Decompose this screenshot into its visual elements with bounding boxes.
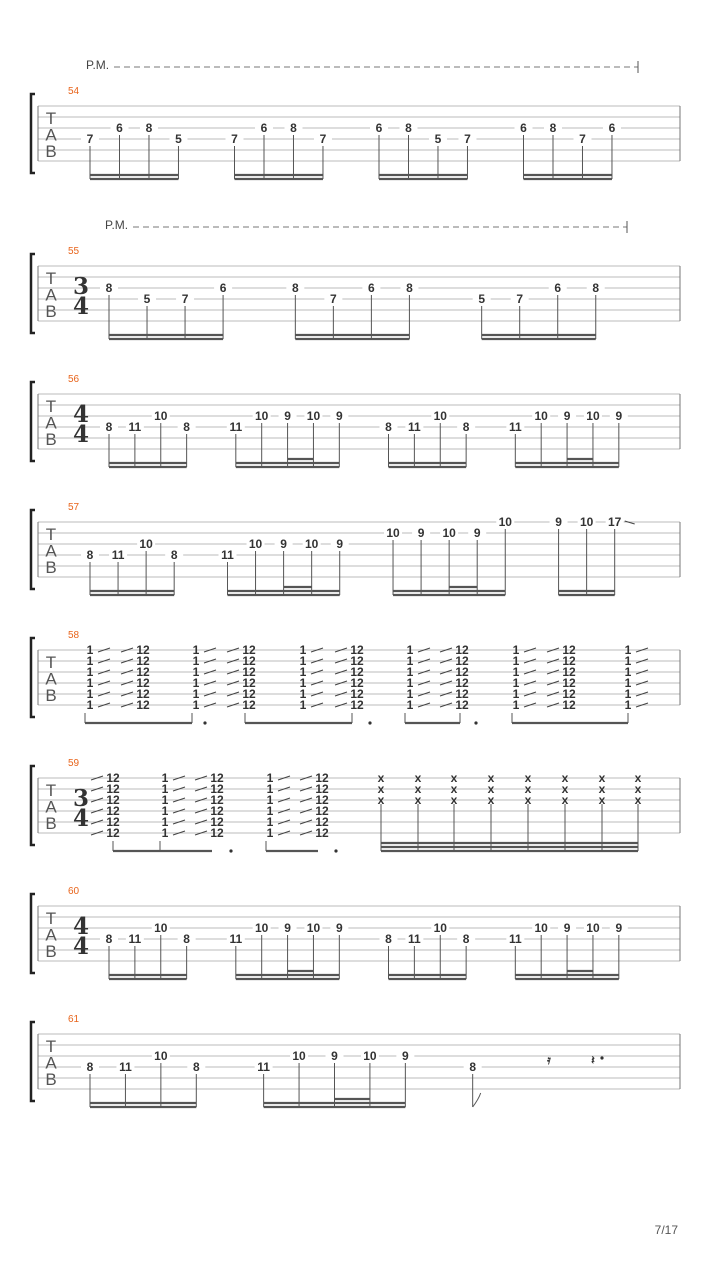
muted-note: x xyxy=(524,771,532,785)
fret-number: 9 xyxy=(402,1049,409,1063)
system-bracket xyxy=(31,894,35,973)
fret-number: 10 xyxy=(154,1049,168,1063)
fret-number: 9 xyxy=(563,409,571,423)
fret-number: 8 xyxy=(105,281,113,295)
fret-number: 6 xyxy=(368,281,375,295)
chord-fret: 1 xyxy=(161,771,169,785)
chord-fret: 1 xyxy=(86,654,94,668)
chord-fret: 1 xyxy=(624,676,632,690)
fret-number: 8 xyxy=(405,121,412,135)
chord-fret: 1 xyxy=(624,698,632,712)
fret-number: 7 xyxy=(181,292,189,306)
fret-number: 5 xyxy=(143,292,151,306)
fret-number: 10 xyxy=(534,409,548,423)
fret-number: 10 xyxy=(292,1049,306,1063)
chord-fret: 12 xyxy=(210,793,224,807)
tab-clef-letter: B xyxy=(45,430,57,449)
chord-fret: 12 xyxy=(315,815,329,829)
tab-clef-letter: T xyxy=(45,397,57,416)
fret-number: 7 xyxy=(579,132,586,146)
fret-number: 11 xyxy=(257,1060,270,1074)
muted-note: x xyxy=(414,793,422,807)
chord-fret: 12 xyxy=(315,826,329,840)
fret-number: 6 xyxy=(260,121,268,135)
fret-number: 8 xyxy=(86,548,94,562)
chord-fret: 1 xyxy=(299,643,307,657)
chord-fret: 12 xyxy=(242,698,256,712)
chord-fret: 1 xyxy=(406,654,414,668)
fret-number: 7 xyxy=(86,132,94,146)
page-number: 7/17 xyxy=(654,1223,678,1237)
fret-number: 8 xyxy=(183,420,190,434)
chord-fret: 12 xyxy=(562,654,576,668)
chord-fret: 12 xyxy=(136,643,150,657)
dot xyxy=(203,721,206,724)
fret-number: 10 xyxy=(442,526,456,540)
chord-fret: 12 xyxy=(350,676,364,690)
fret-number: 7 xyxy=(231,132,238,146)
fret-number: 10 xyxy=(304,537,319,551)
fret-number: 10 xyxy=(433,921,447,935)
fret-number: 11 xyxy=(111,548,125,562)
chord-fret: 12 xyxy=(242,665,256,679)
chord-fret: 12 xyxy=(455,654,469,668)
rests xyxy=(546,1053,603,1067)
fret-number: 8 xyxy=(183,932,190,946)
fret-number: 9 xyxy=(615,921,623,935)
chord-fret: 1 xyxy=(192,665,200,679)
tab-clef-letter: T xyxy=(45,1037,57,1056)
chord-fret: 12 xyxy=(455,698,469,712)
chord-fret: 1 xyxy=(512,665,520,679)
fret-number: 7 xyxy=(319,132,327,146)
tab-clef-letter: B xyxy=(45,558,57,577)
staff-system xyxy=(31,758,680,845)
muted-note: x xyxy=(450,782,458,796)
fret-number: 8 xyxy=(192,1060,200,1074)
palm-mute-label: P.M. xyxy=(86,58,110,72)
fret-number: 8 xyxy=(469,1060,477,1074)
chord-fret: 1 xyxy=(266,782,274,796)
fret-number: 10 xyxy=(534,921,548,935)
chord-fret: 12 xyxy=(562,665,576,679)
chord-fret: 1 xyxy=(161,793,169,807)
chord-fret: 12 xyxy=(562,698,576,712)
muted-note: x xyxy=(414,782,422,796)
fret-number: 6 xyxy=(116,121,123,135)
chord-fret: 1 xyxy=(512,654,520,668)
fret-number: 10 xyxy=(579,515,594,529)
muted-note: x xyxy=(450,771,458,785)
chord-fret: 12 xyxy=(210,826,224,840)
fret-number: 6 xyxy=(520,121,527,135)
muted-note: x xyxy=(561,771,569,785)
tab-clef-letter: T xyxy=(45,525,57,544)
measure-number: 58 xyxy=(68,630,80,641)
tab-clef-letter: T xyxy=(45,781,57,800)
fret-number: 9 xyxy=(335,409,343,423)
fret-number: 11 xyxy=(128,932,142,946)
fret-number: 8 xyxy=(291,281,299,295)
staff-system xyxy=(31,1014,680,1101)
measure-number: 54 xyxy=(68,86,80,97)
chord-fret: 1 xyxy=(624,687,632,701)
fret-number: 8 xyxy=(145,121,153,135)
chord-measure xyxy=(85,643,648,725)
chord-fret: 1 xyxy=(299,654,307,668)
dot xyxy=(600,1056,603,1059)
fret-number: 6 xyxy=(608,121,616,135)
chord-fret: 12 xyxy=(315,782,329,796)
muted-note: x xyxy=(487,793,495,807)
fret-number: 6 xyxy=(219,281,227,295)
flag xyxy=(473,1093,481,1107)
chord-fret: 12 xyxy=(562,676,576,690)
fret-number: 11 xyxy=(119,1060,132,1074)
time-signature-top: 4 xyxy=(72,401,90,428)
fret-number: 8 xyxy=(170,548,178,562)
beam-group xyxy=(464,1060,482,1107)
chord-fret: 12 xyxy=(210,815,224,829)
fret-number: 10 xyxy=(154,921,168,935)
palm-mute-marking xyxy=(86,58,638,73)
fret-number: 10 xyxy=(306,409,321,423)
system-bracket xyxy=(31,766,35,845)
muted-note: x xyxy=(487,782,495,796)
chord-fret: 12 xyxy=(136,676,150,690)
chord-fret: 12 xyxy=(210,771,224,785)
chord-fret: 1 xyxy=(192,687,200,701)
chord-fret: 1 xyxy=(266,804,274,818)
chord-fret: 1 xyxy=(161,815,169,829)
fret-number: 9 xyxy=(336,537,344,551)
fret-number: 8 xyxy=(549,121,557,135)
time-signature-bottom: 4 xyxy=(72,933,90,960)
chord-fret: 1 xyxy=(86,676,94,690)
fret-number: 5 xyxy=(478,292,486,306)
system-bracket xyxy=(31,638,35,717)
chord-fret: 1 xyxy=(406,665,414,679)
muted-note: x xyxy=(377,793,385,807)
fret-number: 5 xyxy=(434,132,442,146)
palm-mute-label: P.M. xyxy=(105,218,129,232)
chord-fret: 12 xyxy=(315,793,329,807)
chord-fret: 12 xyxy=(455,676,469,690)
fret-number: 9 xyxy=(280,537,287,551)
muted-note: x xyxy=(598,782,606,796)
dot xyxy=(229,849,232,852)
fret-number: 6 xyxy=(375,121,383,135)
muted-note: x xyxy=(634,771,642,785)
fret-number: 8 xyxy=(105,420,113,434)
staff-system xyxy=(31,886,680,973)
tab-clef-letter: A xyxy=(45,285,57,305)
fret-number: 8 xyxy=(462,932,470,946)
chord-measure xyxy=(91,771,642,853)
tab-clef-letter: T xyxy=(45,653,57,672)
tab-clef-letter: A xyxy=(45,1053,57,1073)
chord-fret: 12 xyxy=(106,782,120,796)
chord-fret: 1 xyxy=(86,687,94,701)
fret-number: 11 xyxy=(229,932,243,946)
tab-clef-letter: A xyxy=(45,925,57,945)
chord-fret: 1 xyxy=(266,793,274,807)
measure-number: 61 xyxy=(68,1014,80,1025)
system-bracket xyxy=(31,1022,35,1101)
fret-number: 8 xyxy=(290,121,297,135)
fret-number: 10 xyxy=(154,409,168,423)
chord-fret: 1 xyxy=(406,687,414,701)
muted-note: x xyxy=(561,793,569,807)
chord-fret: 12 xyxy=(242,676,256,690)
measure-number: 57 xyxy=(68,502,80,513)
chord-fret: 12 xyxy=(242,654,256,668)
fret-number: 9 xyxy=(473,526,481,540)
chord-fret: 12 xyxy=(455,687,469,701)
chord-fret: 1 xyxy=(624,654,632,668)
fret-number: 10 xyxy=(255,921,269,935)
muted-note: x xyxy=(487,771,495,785)
fret-number: 9 xyxy=(615,409,623,423)
measure-number: 56 xyxy=(68,374,80,385)
chord-fret: 1 xyxy=(266,815,274,829)
fret-number: 10 xyxy=(386,526,400,540)
chord-fret: 1 xyxy=(192,676,200,690)
chord-fret: 1 xyxy=(192,643,200,657)
chord-fret: 1 xyxy=(192,654,200,668)
tab-clef-letter: B xyxy=(45,1070,57,1089)
tab-clef-letter: A xyxy=(45,413,57,433)
chord-fret: 1 xyxy=(86,665,94,679)
rest-quarter: 𝄽 xyxy=(591,1053,595,1067)
chord-fret: 1 xyxy=(512,698,520,712)
dot xyxy=(474,721,477,724)
chord-fret: 12 xyxy=(350,687,364,701)
fret-number: 9 xyxy=(284,409,291,423)
tab-clef-letter: B xyxy=(45,814,57,833)
chord-fret: 1 xyxy=(161,782,169,796)
time-signature-bottom: 4 xyxy=(72,805,90,832)
fret-number: 11 xyxy=(221,548,234,562)
fret-number: 11 xyxy=(128,420,142,434)
fret-number: 10 xyxy=(586,921,600,935)
fret-number: 8 xyxy=(86,1060,94,1074)
chord-fret: 12 xyxy=(106,826,120,840)
fret-number: 10 xyxy=(498,515,512,529)
chord-fret: 1 xyxy=(299,687,307,701)
chord-fret: 12 xyxy=(455,643,469,657)
fret-number: 10 xyxy=(255,409,269,423)
chord-fret: 1 xyxy=(512,676,520,690)
muted-note: x xyxy=(414,771,422,785)
fret-number: 9 xyxy=(417,526,425,540)
chord-fret: 12 xyxy=(210,804,224,818)
fret-number: 7 xyxy=(516,292,524,306)
fret-number: 10 xyxy=(306,921,321,935)
chord-fret: 12 xyxy=(562,687,576,701)
palm-mute-marking xyxy=(105,218,627,233)
fret-number: 9 xyxy=(335,921,343,935)
measure-number: 60 xyxy=(68,886,80,897)
chord-fret: 1 xyxy=(161,804,169,818)
tab-clef-letter: B xyxy=(45,686,57,705)
chord-fret: 12 xyxy=(106,771,120,785)
chord-fret: 12 xyxy=(106,815,120,829)
tab-clef-letter: B xyxy=(45,142,57,161)
chord-fret: 1 xyxy=(406,643,414,657)
fret-number: 9 xyxy=(331,1049,338,1063)
tab-clef-letter: A xyxy=(45,797,57,817)
fret-number: 8 xyxy=(592,281,600,295)
staff-system xyxy=(31,374,680,461)
time-signature-top: 4 xyxy=(72,913,90,940)
fret-number: 8 xyxy=(385,420,392,434)
tab-clef-letter: A xyxy=(45,669,57,689)
muted-note: x xyxy=(450,793,458,807)
fret-number: 10 xyxy=(139,537,153,551)
fret-number: 6 xyxy=(554,281,562,295)
chord-fret: 1 xyxy=(406,676,414,690)
chord-fret: 12 xyxy=(315,771,329,785)
measure-number: 59 xyxy=(68,758,80,769)
tab-clef-letter: T xyxy=(45,269,57,288)
tab-clef-letter: T xyxy=(45,109,57,128)
system-bracket xyxy=(31,254,35,333)
chord-fret: 12 xyxy=(562,643,576,657)
muted-note: x xyxy=(561,782,569,796)
chord-fret: 1 xyxy=(86,643,94,657)
fret-number: 7 xyxy=(330,292,337,306)
chord-fret: 1 xyxy=(512,687,520,701)
fret-number: 9 xyxy=(555,515,562,529)
rest-16th: 𝄿 xyxy=(547,1053,551,1067)
muted-note: x xyxy=(598,771,606,785)
muted-note: x xyxy=(524,793,532,807)
chord-fret: 1 xyxy=(512,643,520,657)
tab-clef-letter: T xyxy=(45,909,57,928)
chord-fret: 1 xyxy=(266,826,274,840)
chord-fret: 1 xyxy=(299,676,307,690)
time-signature-top: 3 xyxy=(72,273,90,300)
dot xyxy=(368,721,371,724)
fret-number: 8 xyxy=(105,932,113,946)
fret-number: 8 xyxy=(462,420,470,434)
tab-clef-letter: B xyxy=(45,302,57,321)
chord-fret: 12 xyxy=(136,698,150,712)
tab-clef-letter: B xyxy=(45,942,57,961)
fret-number: 7 xyxy=(464,132,471,146)
staff-system xyxy=(31,246,680,333)
muted-note: x xyxy=(377,782,385,796)
chord-fret: 1 xyxy=(192,698,200,712)
fret-number: 10 xyxy=(248,537,263,551)
fret-number: 11 xyxy=(508,932,522,946)
chord-fret: 12 xyxy=(455,665,469,679)
time-signature-top: 3 xyxy=(72,785,90,812)
system-bracket xyxy=(31,94,35,173)
tab-clef-letter: A xyxy=(45,125,57,145)
chord-fret: 12 xyxy=(106,793,120,807)
fret-number: 11 xyxy=(229,420,243,434)
system-bracket xyxy=(31,382,35,461)
muted-note: x xyxy=(598,793,606,807)
system-bracket xyxy=(31,510,35,589)
chord-fret: 12 xyxy=(350,643,364,657)
chord-fret: 12 xyxy=(242,687,256,701)
fret-number: 8 xyxy=(406,281,413,295)
chord-fret: 12 xyxy=(136,665,150,679)
fret-number: 17 xyxy=(608,515,622,529)
fret-number: 9 xyxy=(563,921,571,935)
chord-fret: 1 xyxy=(266,771,274,785)
tab-clef-letter: A xyxy=(45,541,57,561)
fret-number: 9 xyxy=(284,921,291,935)
muted-note: x xyxy=(524,782,532,796)
chord-fret: 1 xyxy=(624,665,632,679)
fret-number: 10 xyxy=(586,409,600,423)
chord-fret: 1 xyxy=(406,698,414,712)
chord-fret: 12 xyxy=(136,654,150,668)
chord-fret: 12 xyxy=(106,804,120,818)
muted-note: x xyxy=(634,782,642,796)
chord-fret: 1 xyxy=(624,643,632,657)
time-signature-bottom: 4 xyxy=(72,421,90,448)
chord-fret: 12 xyxy=(315,804,329,818)
fret-number: 11 xyxy=(408,420,421,434)
chord-fret: 1 xyxy=(299,698,307,712)
chord-fret: 12 xyxy=(210,782,224,796)
chord-fret: 12 xyxy=(350,654,364,668)
fret-number: 5 xyxy=(175,132,182,146)
chord-fret: 12 xyxy=(350,665,364,679)
fret-number: 10 xyxy=(433,409,447,423)
chord-fret: 12 xyxy=(350,698,364,712)
dot xyxy=(334,849,337,852)
chord-fret: 12 xyxy=(242,643,256,657)
measure-number: 55 xyxy=(68,246,80,257)
time-signature-bottom: 4 xyxy=(72,293,90,320)
muted-note: x xyxy=(634,793,642,807)
chord-fret: 1 xyxy=(86,698,94,712)
fret-number: 8 xyxy=(385,932,392,946)
fret-number: 11 xyxy=(508,420,522,434)
fret-number: 10 xyxy=(363,1049,377,1063)
chord-fret: 12 xyxy=(136,687,150,701)
muted-note: x xyxy=(377,771,385,785)
fret-number: 11 xyxy=(408,932,421,946)
chord-fret: 1 xyxy=(161,826,169,840)
chord-fret: 1 xyxy=(299,665,307,679)
